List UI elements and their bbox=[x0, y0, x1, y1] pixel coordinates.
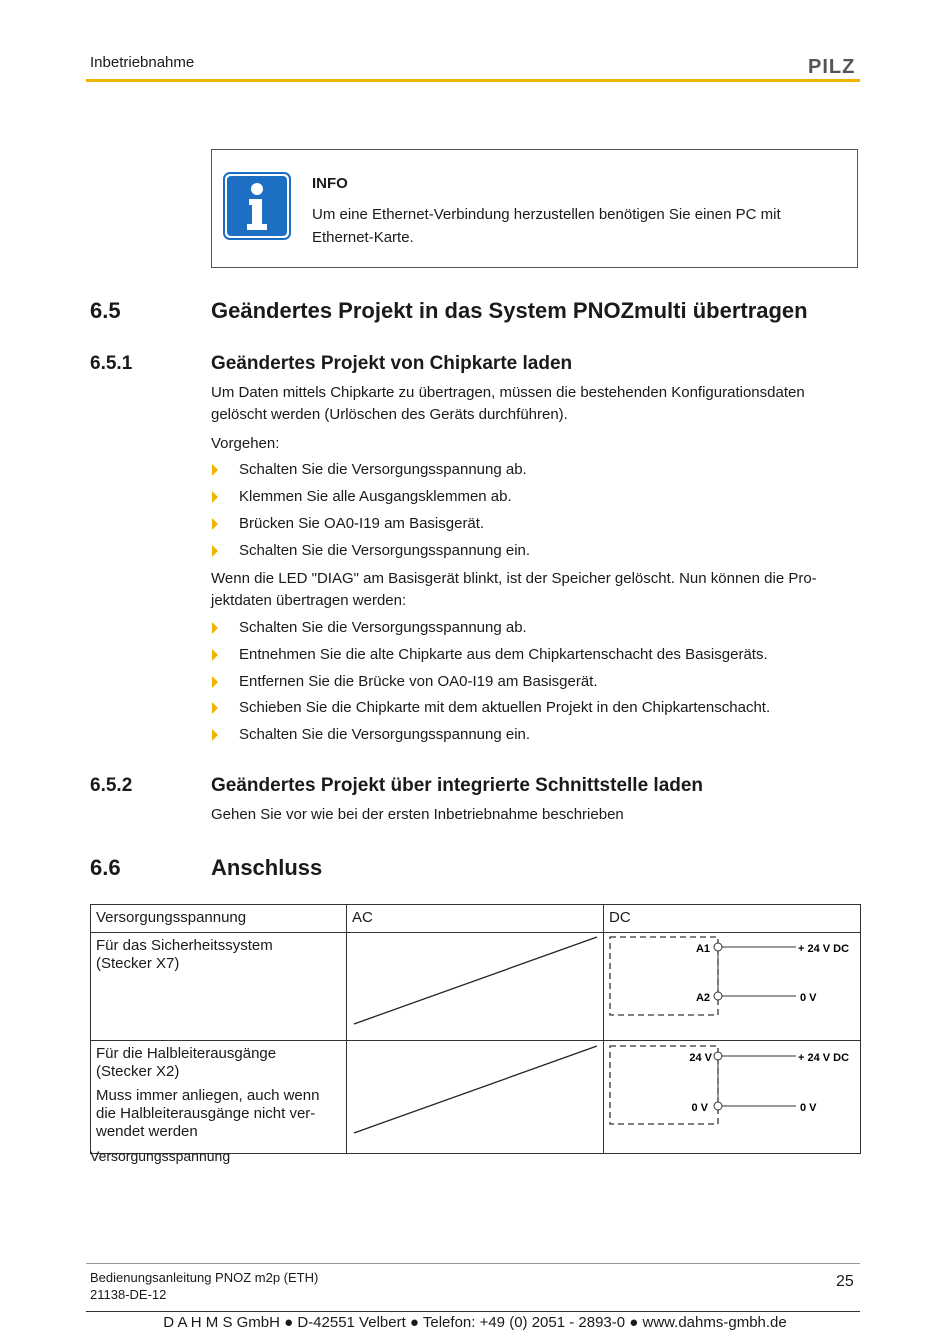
step-item: Schalten Sie die Versorgungsspannung ein. bbox=[239, 726, 531, 743]
header-rule bbox=[86, 79, 860, 82]
led-diag-paragraph: Wenn die LED "DIAG" am Basisgerät blinkt, ist der Speicher gelöscht. Nun können die Pro- jektdaten übertragen werden: bbox=[211, 570, 817, 609]
step-item: Klemmen Sie alle Ausgangsklemmen ab. bbox=[239, 488, 512, 505]
section-6-6-title: Anschluss bbox=[211, 855, 323, 880]
step-item: Schalten Sie die Versorgungsspannung ein. bbox=[239, 542, 531, 559]
info-title: INFO bbox=[312, 175, 348, 192]
row-label-cell: Für das Sicherheitssystem (Stecker X7) bbox=[91, 933, 347, 1041]
section-6-5-1-title: Geändertes Projekt von Chipkarte laden bbox=[211, 353, 573, 374]
step-arrow-icon bbox=[212, 702, 218, 714]
step-arrow-icon bbox=[212, 676, 218, 688]
terminal-label: A1 bbox=[695, 943, 710, 955]
footer-document-number: 21138-DE-12 bbox=[90, 1287, 167, 1302]
not-applicable-diagonal bbox=[347, 1041, 603, 1148]
step-arrow-icon bbox=[212, 622, 218, 634]
voltage-label: + 24 V DC bbox=[798, 943, 850, 955]
table-row bbox=[91, 1041, 861, 1154]
section-6-5-1-number: 6.5.1 bbox=[90, 353, 133, 374]
step-arrow-icon bbox=[212, 518, 218, 530]
step-item: Schalten Sie die Versorgungsspannung ab. bbox=[239, 461, 527, 478]
step-item: Schalten Sie die Versorgungsspannung ab. bbox=[239, 619, 527, 636]
dc-cell bbox=[604, 1041, 861, 1154]
terminal-label: 24 V bbox=[689, 1052, 712, 1064]
dc-wiring-diagram bbox=[604, 1041, 860, 1148]
ac-cell bbox=[347, 933, 604, 1041]
step-arrow-icon bbox=[212, 649, 218, 661]
procedure-label: Vorgehen: bbox=[211, 435, 280, 452]
step-item: Brücken Sie OA0-I19 am Basisgerät. bbox=[239, 515, 485, 532]
footer-manual-title: Bedienungsanleitung PNOZ m2p (ETH) bbox=[90, 1270, 319, 1285]
not-applicable-diagonal bbox=[347, 933, 603, 1035]
section-6-5-2-text: Gehen Sie vor wie bei der ersten Inbetriebnahme beschrieben bbox=[211, 806, 624, 823]
section-6-5-2-title: Geändertes Projekt über integrierte Schnittstelle laden bbox=[211, 775, 704, 796]
step-item: Entnehmen Sie die alte Chipkarte aus dem Chipkartenschacht des Basisgeräts. bbox=[239, 646, 768, 663]
section-6-5-2-number: 6.5.2 bbox=[90, 775, 133, 796]
section-6-6-number: 6.6 bbox=[90, 855, 121, 880]
dc-cell bbox=[604, 933, 861, 1041]
table-header-row bbox=[91, 905, 861, 933]
step-arrow-icon bbox=[212, 491, 218, 503]
step-item: Entfernen Sie die Brücke von OA0-I19 am Basisgerät. bbox=[239, 673, 598, 690]
voltage-label: 0 V bbox=[800, 1102, 817, 1114]
table-header-cell: DC bbox=[604, 905, 861, 933]
section-6-5-title: Geändertes Projekt in das System PNOZmulti übertragen bbox=[211, 298, 808, 323]
step-arrow-icon bbox=[212, 729, 218, 741]
footer-rule bbox=[86, 1263, 860, 1264]
section-6-5-1-intro: Um Daten mittels Chipkarte zu übertragen, müssen die bestehenden Konfigurationsdaten gelöscht werden (Urlöschen des Geräts durchführen). bbox=[211, 384, 805, 423]
voltage-label: 0 V bbox=[800, 992, 817, 1004]
step-item: Schieben Sie die Chipkarte mit dem aktuellen Projekt in den Chipkartenschacht. bbox=[239, 699, 771, 716]
info-text: Um eine Ethernet-Verbindung herzustellen benötigen Sie einen PC mit Ethernet-Karte. bbox=[312, 206, 781, 246]
bottom-rule bbox=[86, 1311, 860, 1312]
table-row bbox=[91, 933, 861, 1041]
table-header-cell: AC bbox=[347, 905, 604, 933]
header-section-title: Inbetriebnahme bbox=[90, 54, 195, 71]
section-6-5-number: 6.5 bbox=[90, 298, 121, 323]
voltage-label: + 24 V DC bbox=[798, 1052, 850, 1064]
pilz-logo: PILZ bbox=[808, 56, 856, 78]
row-label-cell: Für die Halbleiterausgänge (Stecker X2) Muss immer anliegen, auch wenn die Halbleiterausgänge nicht ver- wendet werden bbox=[91, 1041, 347, 1154]
table-caption: Versorgungsspannung bbox=[90, 1148, 231, 1164]
terminal-label: A2 bbox=[695, 992, 710, 1004]
connection-table bbox=[90, 904, 861, 1154]
table-header-cell: Versorgungsspannung bbox=[91, 905, 347, 933]
dc-wiring-diagram bbox=[604, 933, 860, 1035]
info-icon bbox=[223, 172, 291, 240]
step-arrow-icon bbox=[212, 545, 218, 557]
page-number: 25 bbox=[836, 1273, 854, 1290]
company-footer: D A H M S GmbH ● D-42551 Velbert ● Telefon: +49 (0) 2051 - 2893-0 ● www.dahms-gmbh.de bbox=[163, 1314, 787, 1331]
step-arrow-icon bbox=[212, 464, 218, 476]
ac-cell bbox=[347, 1041, 604, 1154]
terminal-label: 0 V bbox=[691, 1102, 708, 1114]
